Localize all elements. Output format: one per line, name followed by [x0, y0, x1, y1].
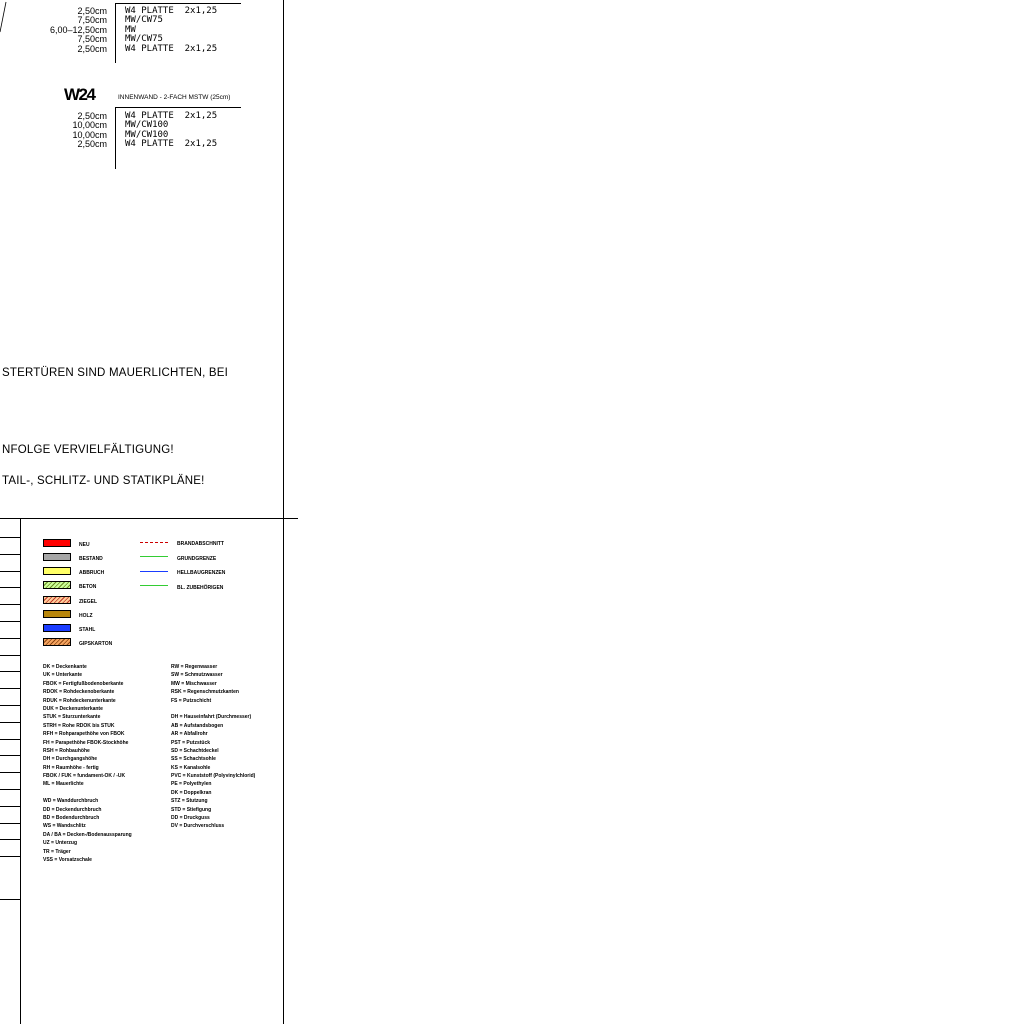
abbreviation-entry: PST = Putzstück [171, 739, 211, 746]
legend-label: BESTAND [79, 556, 103, 562]
abbreviation-entry: BD = Bodendurchbruch [43, 815, 100, 822]
legend-swatch-wood [43, 610, 71, 618]
wall-header-rule [115, 107, 241, 108]
abbreviation-entry: UZ = Unterzug [43, 840, 78, 847]
title-block-row-tick [0, 806, 20, 807]
abbreviation-entry: AR = Abfallrohr [171, 731, 208, 738]
material-name: W4 PLATTE 2x1,25 [125, 139, 218, 150]
title-block-row-tick [0, 772, 20, 773]
legend-label: NEU [79, 542, 90, 548]
title-block-row-tick [0, 755, 20, 756]
abbreviation-entry: FBOK = Fertigfußbodenoberkante [43, 680, 124, 687]
material-name: MW/CW100 [125, 120, 169, 131]
wall-layer-divider [115, 107, 116, 169]
abbreviation-entry: PE = Polyethylen [171, 781, 212, 788]
abbreviation-entry: RSK = Regenschmutzkanten [171, 689, 239, 696]
abbreviation-entry: FBOK / FUK = fundament-OK / -UK [43, 773, 126, 780]
legend-label: HELLBAUGRENZEN [177, 570, 226, 576]
legend-line-fire-compartment [140, 542, 168, 543]
legend-line-appurtenance [140, 585, 168, 586]
abbreviation-entry: SS = Schachtsohle [171, 756, 216, 763]
material-name: W4 PLATTE 2x1,25 [125, 6, 218, 16]
abbreviation-entry: DD = Druckguss [171, 815, 210, 822]
thickness-value: 6,00–12,50cm [49, 24, 107, 35]
legend-swatch-drywall [43, 638, 71, 646]
abbreviation-entry: RDUK = Rohdeckenunterkante [43, 697, 116, 704]
legend-label: BETON [79, 584, 97, 590]
title-block-row-tick [0, 638, 20, 639]
title-block-row-tick [0, 789, 20, 790]
wall-type-code: W24 [64, 85, 95, 104]
legend-label: ABBRUCH [79, 570, 105, 576]
abbreviation-entry: DK = Doppelkran [171, 789, 212, 796]
title-block-row-tick [0, 899, 20, 900]
abbreviation-entry: STZ = Stutzung [171, 798, 208, 805]
abbreviation-entry: DD = Deckendurchbruch [43, 806, 102, 813]
abbreviation-entry: STD = Stiefigung [171, 806, 212, 813]
legend-label: BRANDABSCHNITT [177, 541, 224, 547]
abbreviation-entry: PVC = Kunststoff (Polyvinylchlorid) [171, 773, 256, 780]
abbreviation-entry: FS = Putzschicht [171, 697, 212, 704]
general-note-line: STERTÜREN SIND MAUERLICHTEN, BEI [2, 367, 228, 379]
abbreviation-entry: VSS = Vorsatzschale [43, 856, 92, 863]
legend-line-building-limit [140, 571, 168, 572]
abbreviation-entry: RDOK = Rohdeckenoberkante [43, 689, 115, 696]
legend-swatch-existing [43, 553, 71, 561]
legend-swatch-demolition [43, 567, 71, 575]
abbreviation-entry [43, 789, 132, 797]
abbreviation-entry: MW = Mischwasser [171, 680, 217, 687]
wall-material-list [125, 7, 217, 54]
abbreviation-entry: SW = Schmutzwasser [171, 672, 223, 679]
abbreviation-entry: WS = Wandschlitz [43, 823, 86, 830]
legend-swatch-new [43, 539, 71, 547]
material-name: MW/CW75 [125, 34, 163, 45]
abbreviation-entry: UK = Unterkante [43, 672, 83, 679]
material-name: W4 PLATTE 2x1,25 [125, 111, 218, 121]
thickness-value: 7,50cm [77, 15, 107, 26]
legend-swatch-brick [43, 596, 71, 604]
thickness-value: 7,50cm [77, 34, 107, 45]
title-block-left-border [20, 519, 21, 1024]
thickness-value: 2,50cm [77, 139, 107, 150]
material-name: MW [125, 24, 136, 35]
material-name: W4 PLATTE 2x1,25 [125, 43, 218, 54]
legend-separator-line [0, 518, 298, 519]
general-note-line: TAIL-, SCHLITZ- UND STATIKPLÄNE! [2, 475, 205, 487]
abbreviation-entry: AB = Aufstandsbogen [171, 722, 224, 729]
sheet-border-right [283, 0, 284, 1024]
abbreviation-entry: KS = Kanalsohle [171, 764, 211, 771]
title-block-row-tick [0, 671, 20, 672]
abbreviation-entry: FH = Parapethöhe FBOK-Stockhöhe [43, 739, 129, 746]
title-block-row-tick [0, 621, 20, 622]
thickness-value: 2,50cm [77, 111, 107, 121]
title-block-row-tick [0, 839, 20, 840]
legend-label: ZIEGEL [79, 599, 98, 605]
abbreviation-entry [171, 705, 255, 713]
abbreviation-entry: DV = Durchverschluss [171, 823, 225, 830]
wall-type-description: INNENWAND - 2-FACH MSTW (25cm) [118, 94, 231, 101]
title-block-row-tick [0, 571, 20, 572]
legend-label: STAHL [79, 627, 96, 633]
abbreviation-entry: DH = Durchgangshöhe [43, 756, 98, 763]
material-name: MW/CW100 [125, 129, 169, 140]
abbreviation-entry: STUK = Sturzunterkante [43, 714, 101, 721]
legend-swatch-concrete [43, 581, 71, 589]
title-block-row-tick [0, 587, 20, 588]
title-block-row-tick [0, 739, 20, 740]
legend-label: GRUNDGRENZE [177, 556, 217, 562]
wall-thickness-list [37, 112, 107, 150]
abbreviation-list-right [171, 663, 255, 831]
legend-label: HOLZ [79, 613, 93, 619]
legend-label: GIPSKARTON [79, 641, 113, 647]
title-block-row-tick [0, 722, 20, 723]
abbreviation-entry: SD = Schachtdeckel [171, 747, 219, 754]
abbreviation-entry: RFH = Rohparapethöhe von FBOK [43, 731, 125, 738]
abbreviation-entry: DK = Deckenkante [43, 664, 87, 670]
abbreviation-entry: ML = Mauerlichte [43, 781, 84, 788]
abbreviation-entry: DH = Hauseinfahrt (Durchmesser) [171, 714, 252, 721]
thickness-value: 2,50cm [77, 43, 107, 54]
abbreviation-entry: RH = Raumhöhe - fertig [43, 764, 99, 771]
abbreviation-entry: DUK = Deckenunterkante [43, 705, 103, 712]
wall-thickness-list [37, 7, 107, 54]
abbreviation-entry: RSH = Rohbauhöhe [43, 747, 90, 754]
abbreviation-list-left [43, 663, 132, 864]
legend-label: BL. ZUBEHÖRIGEN [177, 585, 224, 591]
abbreviation-entry: WD = Wanddurchbruch [43, 798, 99, 805]
general-note-line: NFOLGE VERVIELFÄLTIGUNG! [2, 444, 174, 456]
abbreviation-entry: DA / BA = Decken-/Bodenaussparung [43, 831, 132, 838]
title-block-row-tick [0, 705, 20, 706]
thickness-value: 10,00cm [72, 129, 107, 140]
title-block-row-tick [0, 688, 20, 689]
thickness-value: 10,00cm [72, 120, 107, 131]
title-block-row-tick [0, 856, 20, 857]
title-block-row-tick [0, 655, 20, 656]
title-block-row-tick [0, 554, 20, 555]
abbreviation-entry: TR = Träger [43, 848, 71, 855]
title-block-row-tick [0, 823, 20, 824]
abbreviation-entry: RW = Regenwasser [171, 664, 218, 670]
wall-layer-divider [115, 3, 116, 63]
wall-material-list [125, 112, 217, 150]
legend-swatch-steel [43, 624, 71, 632]
legend-line-property-boundary [140, 556, 168, 557]
abbreviation-entry: STRH = Rohe RDOK bis STUK [43, 722, 115, 729]
drawing-fragment-stroke [0, 0, 10, 34]
title-block-row-tick [0, 537, 20, 538]
thickness-value: 2,50cm [77, 6, 107, 16]
wall-header-rule [115, 3, 241, 4]
title-block-row-tick [0, 604, 20, 605]
material-name: MW/CW75 [125, 15, 163, 26]
